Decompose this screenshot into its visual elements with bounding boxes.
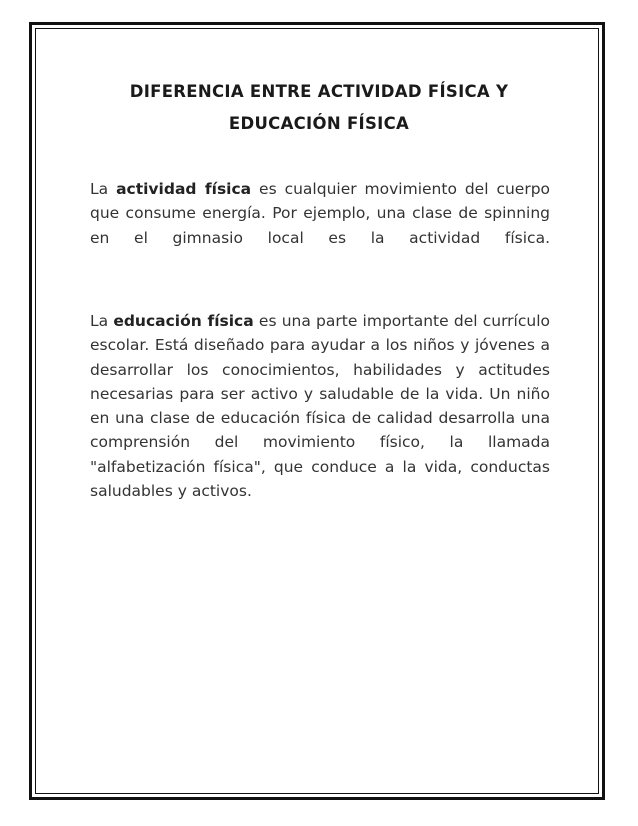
paragraph-2-text: es una parte importante del currículo escolar. Está diseñado para ayudar a los niños y jóvenes a desarrollar los conocimientos, habilidades y actitudes necesarias para ser activo y saludable de la vida. Un niño en una clase de educación física de calidad desarrolla una comprensión del movimiento físico, la llamada "alfabetización física", que conduce a la vida, conductas saludables y activos. bbox=[90, 312, 550, 501]
term-actividad-fisica: actividad física bbox=[116, 180, 252, 198]
paragraph-2-lead: La bbox=[90, 312, 114, 330]
title-line-1: DIFERENCIA ENTRE ACTIVIDAD FÍSICA Y bbox=[129, 82, 509, 101]
title-line-2: EDUCACIÓN FÍSICA bbox=[228, 114, 410, 133]
document-title bbox=[80, 76, 558, 140]
paragraph-1-lead: La bbox=[90, 180, 117, 198]
paragraph-actividad-fisica bbox=[90, 177, 550, 250]
term-educacion-fisica: educación física bbox=[113, 312, 254, 330]
paragraph-1-text: es cualquier movimiento del cuerpo que consume energía. Por ejemplo, una clase de spinning en el gimnasio local es la actividad física. bbox=[90, 180, 551, 247]
paragraph-educacion-fisica bbox=[90, 309, 550, 503]
